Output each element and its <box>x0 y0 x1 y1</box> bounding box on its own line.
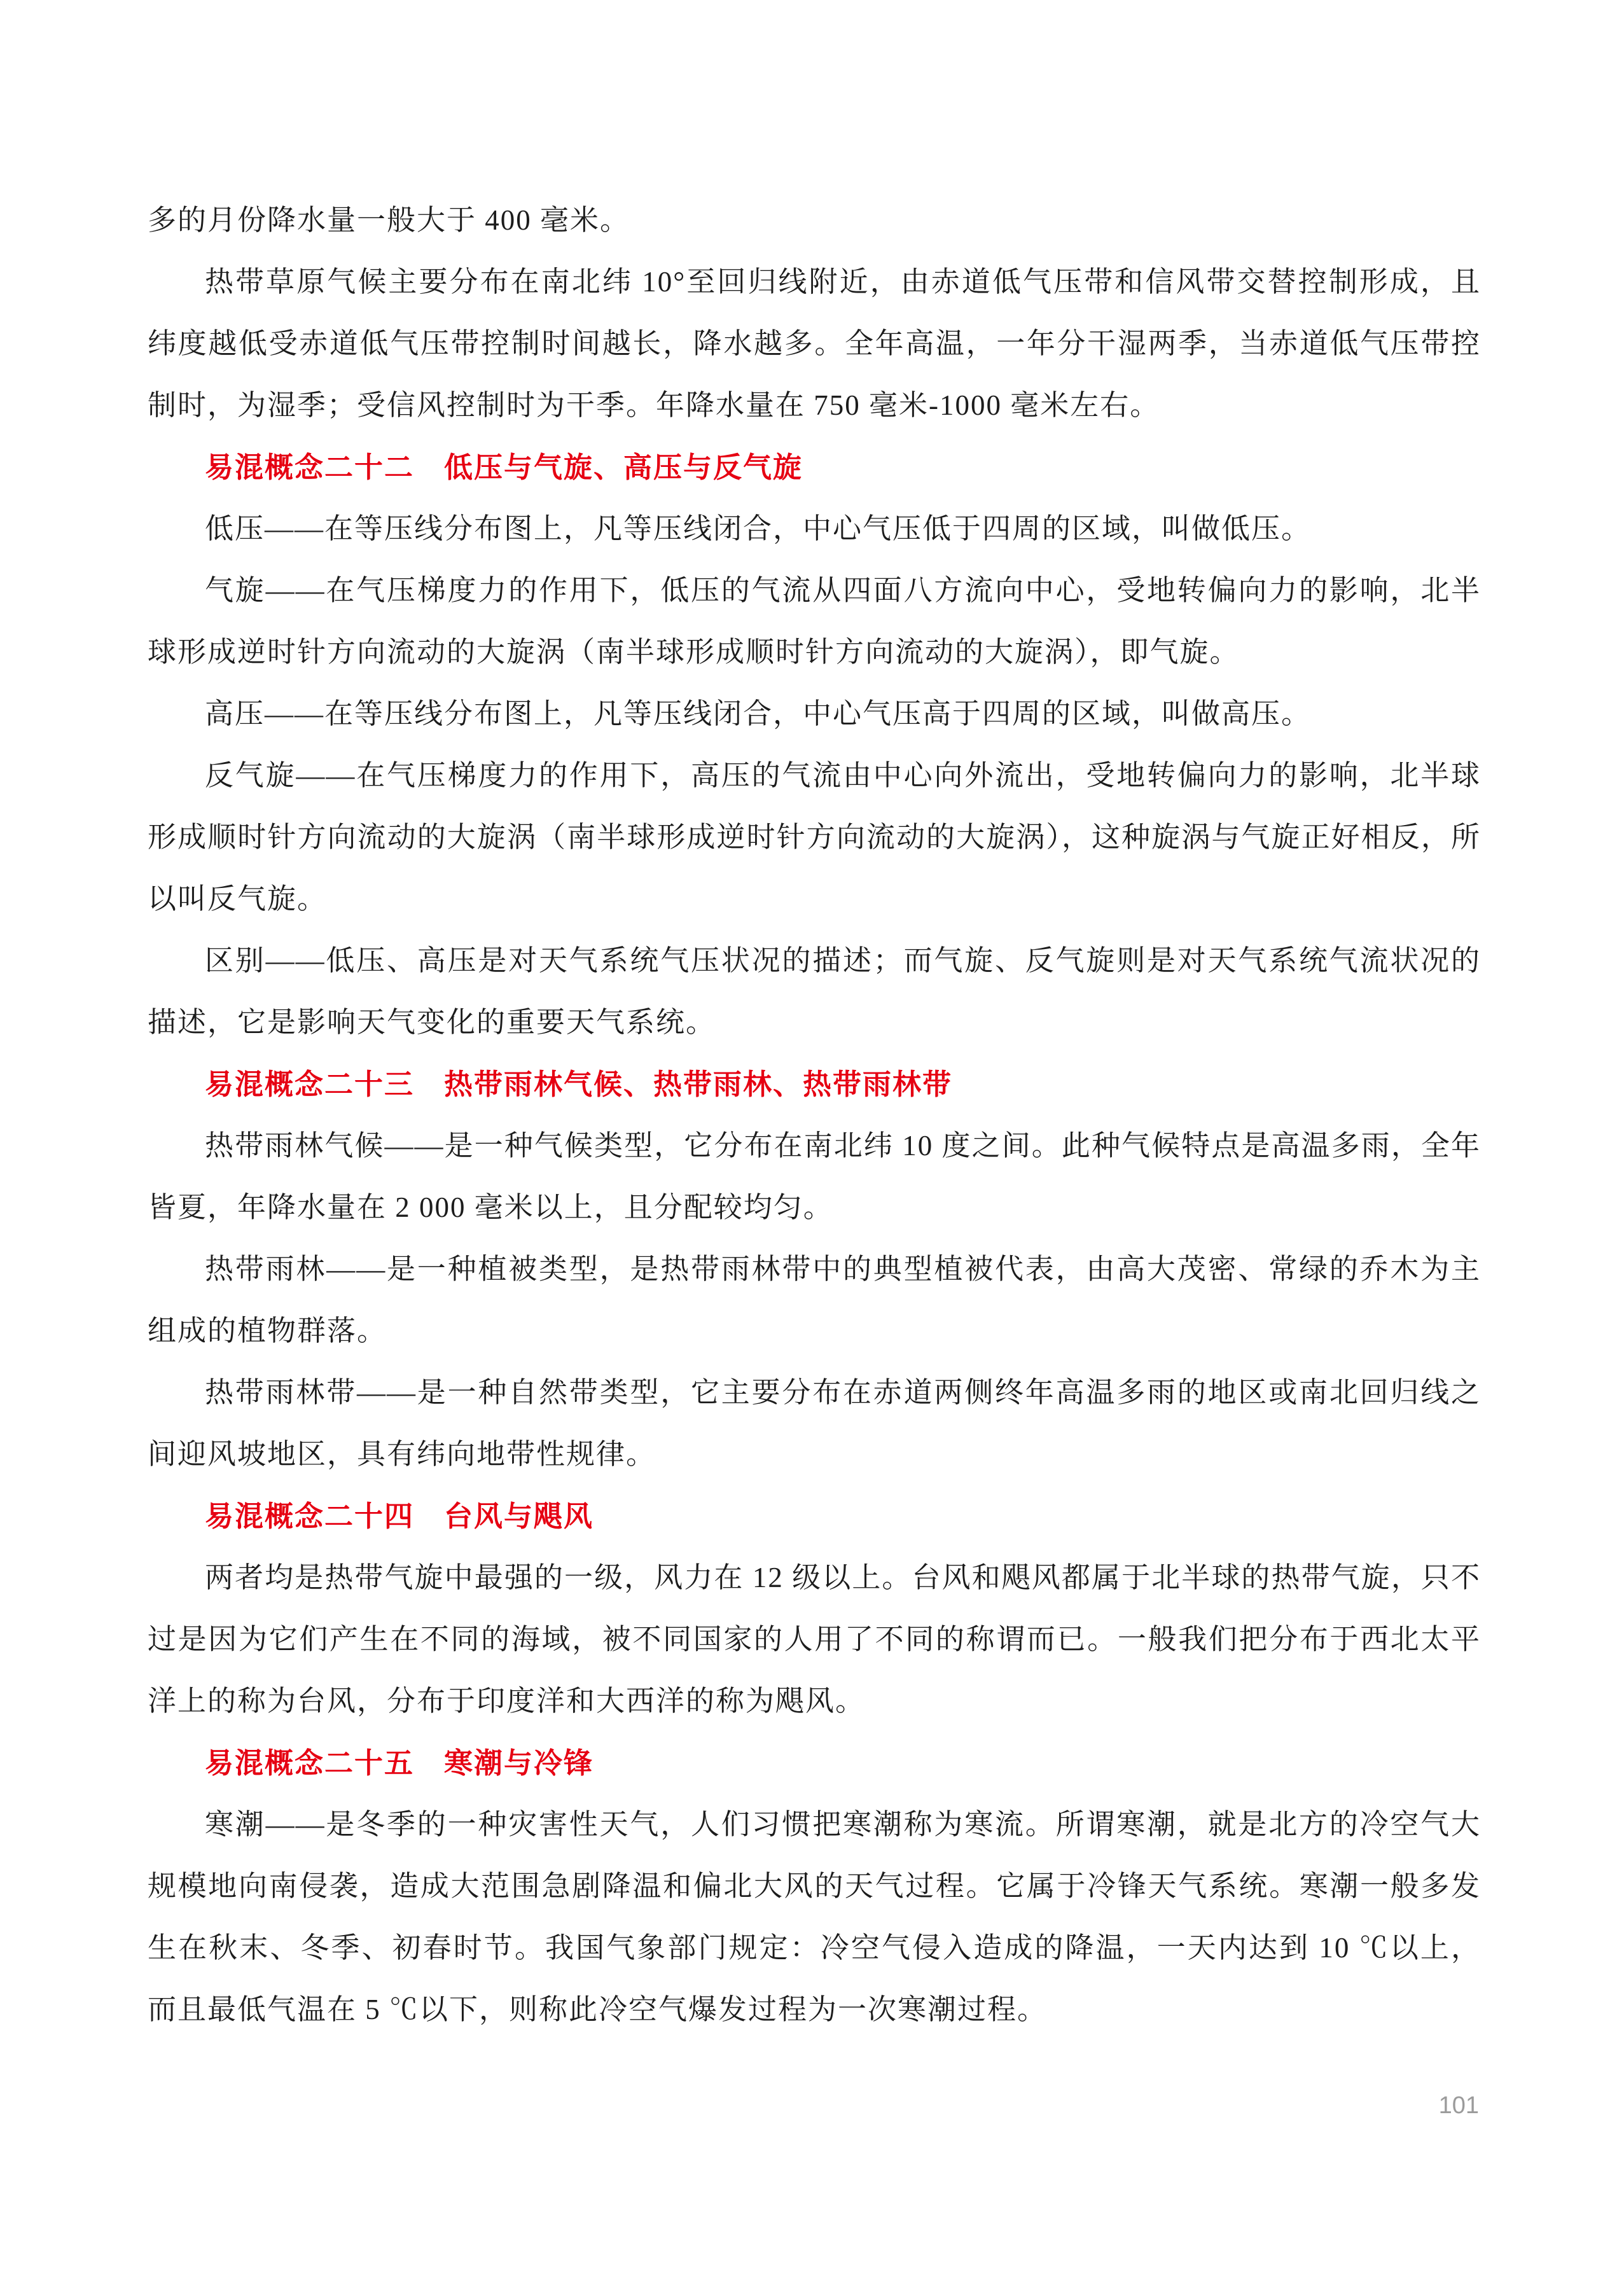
page-number: 101 <box>1438 2092 1479 2119</box>
section-heading-24: 易混概念二十四 台风与飓风 <box>205 1500 594 1532</box>
paragraph: 热带雨林气候——是一种气候类型，它分布在南北纬 10 度之间。此种气候特点是高温多雨，全年皆夏，年降水量在 2 000 毫米以上，且分配较均匀。 <box>148 1130 1481 1223</box>
paragraph-continued: 多的月份降水量一般大于 400 毫米。 <box>148 204 630 236</box>
section-heading-22: 易混概念二十二 低压与气旋、高压与反气旋 <box>205 451 803 483</box>
section-heading-23: 易混概念二十三 热带雨林气候、热带雨林、热带雨林带 <box>205 1068 953 1100</box>
paragraph: 低压——在等压线分布图上，凡等压线闭合，中心气压低于四周的区域，叫做低压。 <box>205 513 1312 545</box>
paragraph: 热带雨林带——是一种自然带类型，它主要分布在赤道两侧终年高温多雨的地区或南北回归线之间迎风坡地区，具有纬向地带性规律。 <box>148 1377 1481 1470</box>
section-heading-25: 易混概念二十五 寒潮与冷锋 <box>205 1747 594 1779</box>
paragraph: 区别——低压、高压是对天气系统气压状况的描述；而气旋、反气旋则是对天气系统气流状况的描述，它是影响天气变化的重要天气系统。 <box>148 945 1481 1038</box>
paragraph: 寒潮——是冬季的一种灾害性天气，人们习惯把寒潮称为寒流。所谓寒潮，就是北方的冷空气大规模地向南侵袭，造成大范围急剧降温和偏北大风的天气过程。它属于冷锋天气系统。寒潮一般多发生在秋末、冬季、初春时节。我国气象部门规定：冷空气侵入造成的降温，一天内达到 10 ℃以上，而且最低气温在 5 ℃以下，则称此冷空气爆发过程为一次寒潮过程。 <box>148 1808 1481 2025</box>
paragraph: 高压——在等压线分布图上，凡等压线闭合，中心气压高于四周的区域，叫做高压。 <box>205 698 1312 730</box>
paragraph: 热带雨林——是一种植被类型，是热带雨林带中的典型植被代表，由高大茂密、常绿的乔木为主组成的植物群落。 <box>148 1253 1481 1347</box>
page-content <box>148 190 1481 2041</box>
paragraph: 热带草原气候主要分布在南北纬 10°至回归线附近，由赤道低气压带和信风带交替控制形成，且纬度越低受赤道低气压带控制时间越长，降水越多。全年高温，一年分干湿两季，当赤道低气压带控制时，为湿季；受信风控制时为干季。年降水量在 750 毫米-1000 毫米左右。 <box>148 266 1481 421</box>
paragraph: 气旋——在气压梯度力的作用下，低压的气流从四面八方流向中心，受地转偏向力的影响，北半球形成逆时针方向流动的大旋涡（南半球形成顺时针方向流动的大旋涡），即气旋。 <box>148 574 1481 668</box>
paragraph: 反气旋——在气压梯度力的作用下，高压的气流由中心向外流出，受地转偏向力的影响，北半球形成顺时针方向流动的大旋涡（南半球形成逆时针方向流动的大旋涡），这种旋涡与气旋正好相反，所以叫反气旋。 <box>148 760 1481 915</box>
paragraph: 两者均是热带气旋中最强的一级，风力在 12 级以上。台风和飓风都属于北半球的热带气旋，只不过是因为它们产生在不同的海域，被不同国家的人用了不同的称谓而已。一般我们把分布于西北太平洋上的称为台风，分布于印度洋和大西洋的称为飓风。 <box>148 1562 1481 1717</box>
